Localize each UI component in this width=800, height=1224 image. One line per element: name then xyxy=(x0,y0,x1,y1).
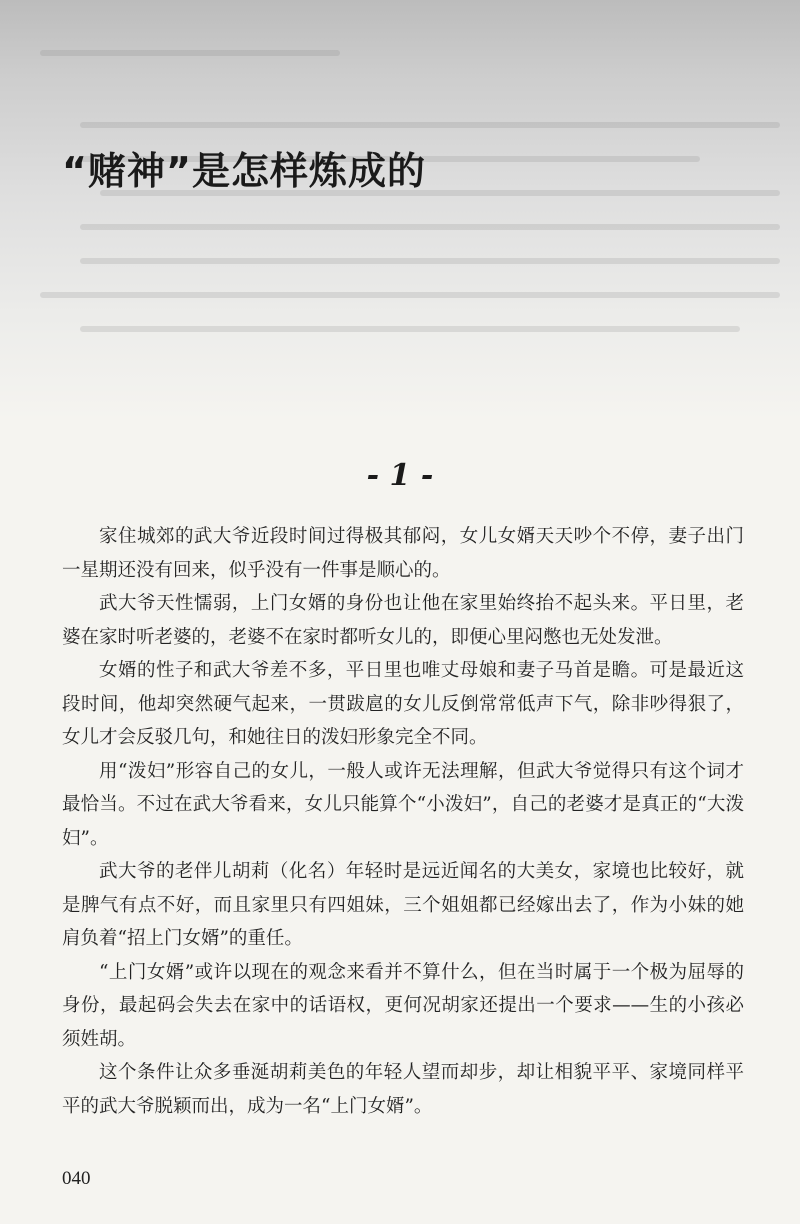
show-through-line xyxy=(40,50,340,56)
page-number: 040 xyxy=(62,1168,91,1189)
show-through-line xyxy=(80,258,780,264)
show-through-line xyxy=(40,292,780,298)
show-through-line xyxy=(80,122,780,128)
paragraph: 武大爷天性懦弱，上门女婿的身份也让他在家里始终抬不起头来。平日里，老婆在家时听老婆的，老婆不在家时都听女儿的，即便心里闷憋也无处发泄。 xyxy=(62,593,744,648)
show-through-line xyxy=(80,326,740,332)
paragraph: 用“泼妇”形容自己的女儿，一般人或许无法理解，但武大爷觉得只有这个词才最恰当。不过在武大爷看来，女儿只能算个“小泼妇”，自己的老婆才是真正的“大泼妇”。 xyxy=(62,760,744,849)
paragraph: 女婿的性子和武大爷差不多，平日里也唯丈母娘和妻子马首是瞻。可是最近这段时间，他却突然硬气起来，一贯跋扈的女儿反倒常常低声下气，除非吵得狠了，女儿才会反驳几句，和她往日的泼妇形象完全不同。 xyxy=(62,660,744,748)
chapter-title: “赌神”是怎样炼成的 xyxy=(62,149,426,193)
show-through-shade xyxy=(0,0,800,420)
body-text xyxy=(62,520,744,1123)
paragraph: 家住城郊的武大爷近段时间过得极其郁闷，女儿女婿天天吵个不停，妻子出门一星期还没有回来，似乎没有一件事是顺心的。 xyxy=(62,526,744,581)
paragraph: 这个条件让众多垂涎胡莉美色的年轻人望而却步，却让相貌平平、家境同样平平的武大爷脱颖而出，成为一名“上门女婿”。 xyxy=(62,1062,744,1117)
section-number: - 1 - xyxy=(366,458,434,493)
show-through-line xyxy=(80,224,780,230)
paragraph: “上门女婿”或许以现在的观念来看并不算什么，但在当时属于一个极为屈辱的身份，最起码会失去在家中的话语权，更何况胡家还提出一个要求——生的小孩必须姓胡。 xyxy=(62,961,744,1050)
paragraph: 武大爷的老伴儿胡莉（化名）年轻时是远近闻名的大美女，家境也比较好，就是脾气有点不好，而且家里只有四姐妹，三个姐姐都已经嫁出去了，作为小妹的她肩负着“招上门女婿”的重任。 xyxy=(62,861,744,949)
